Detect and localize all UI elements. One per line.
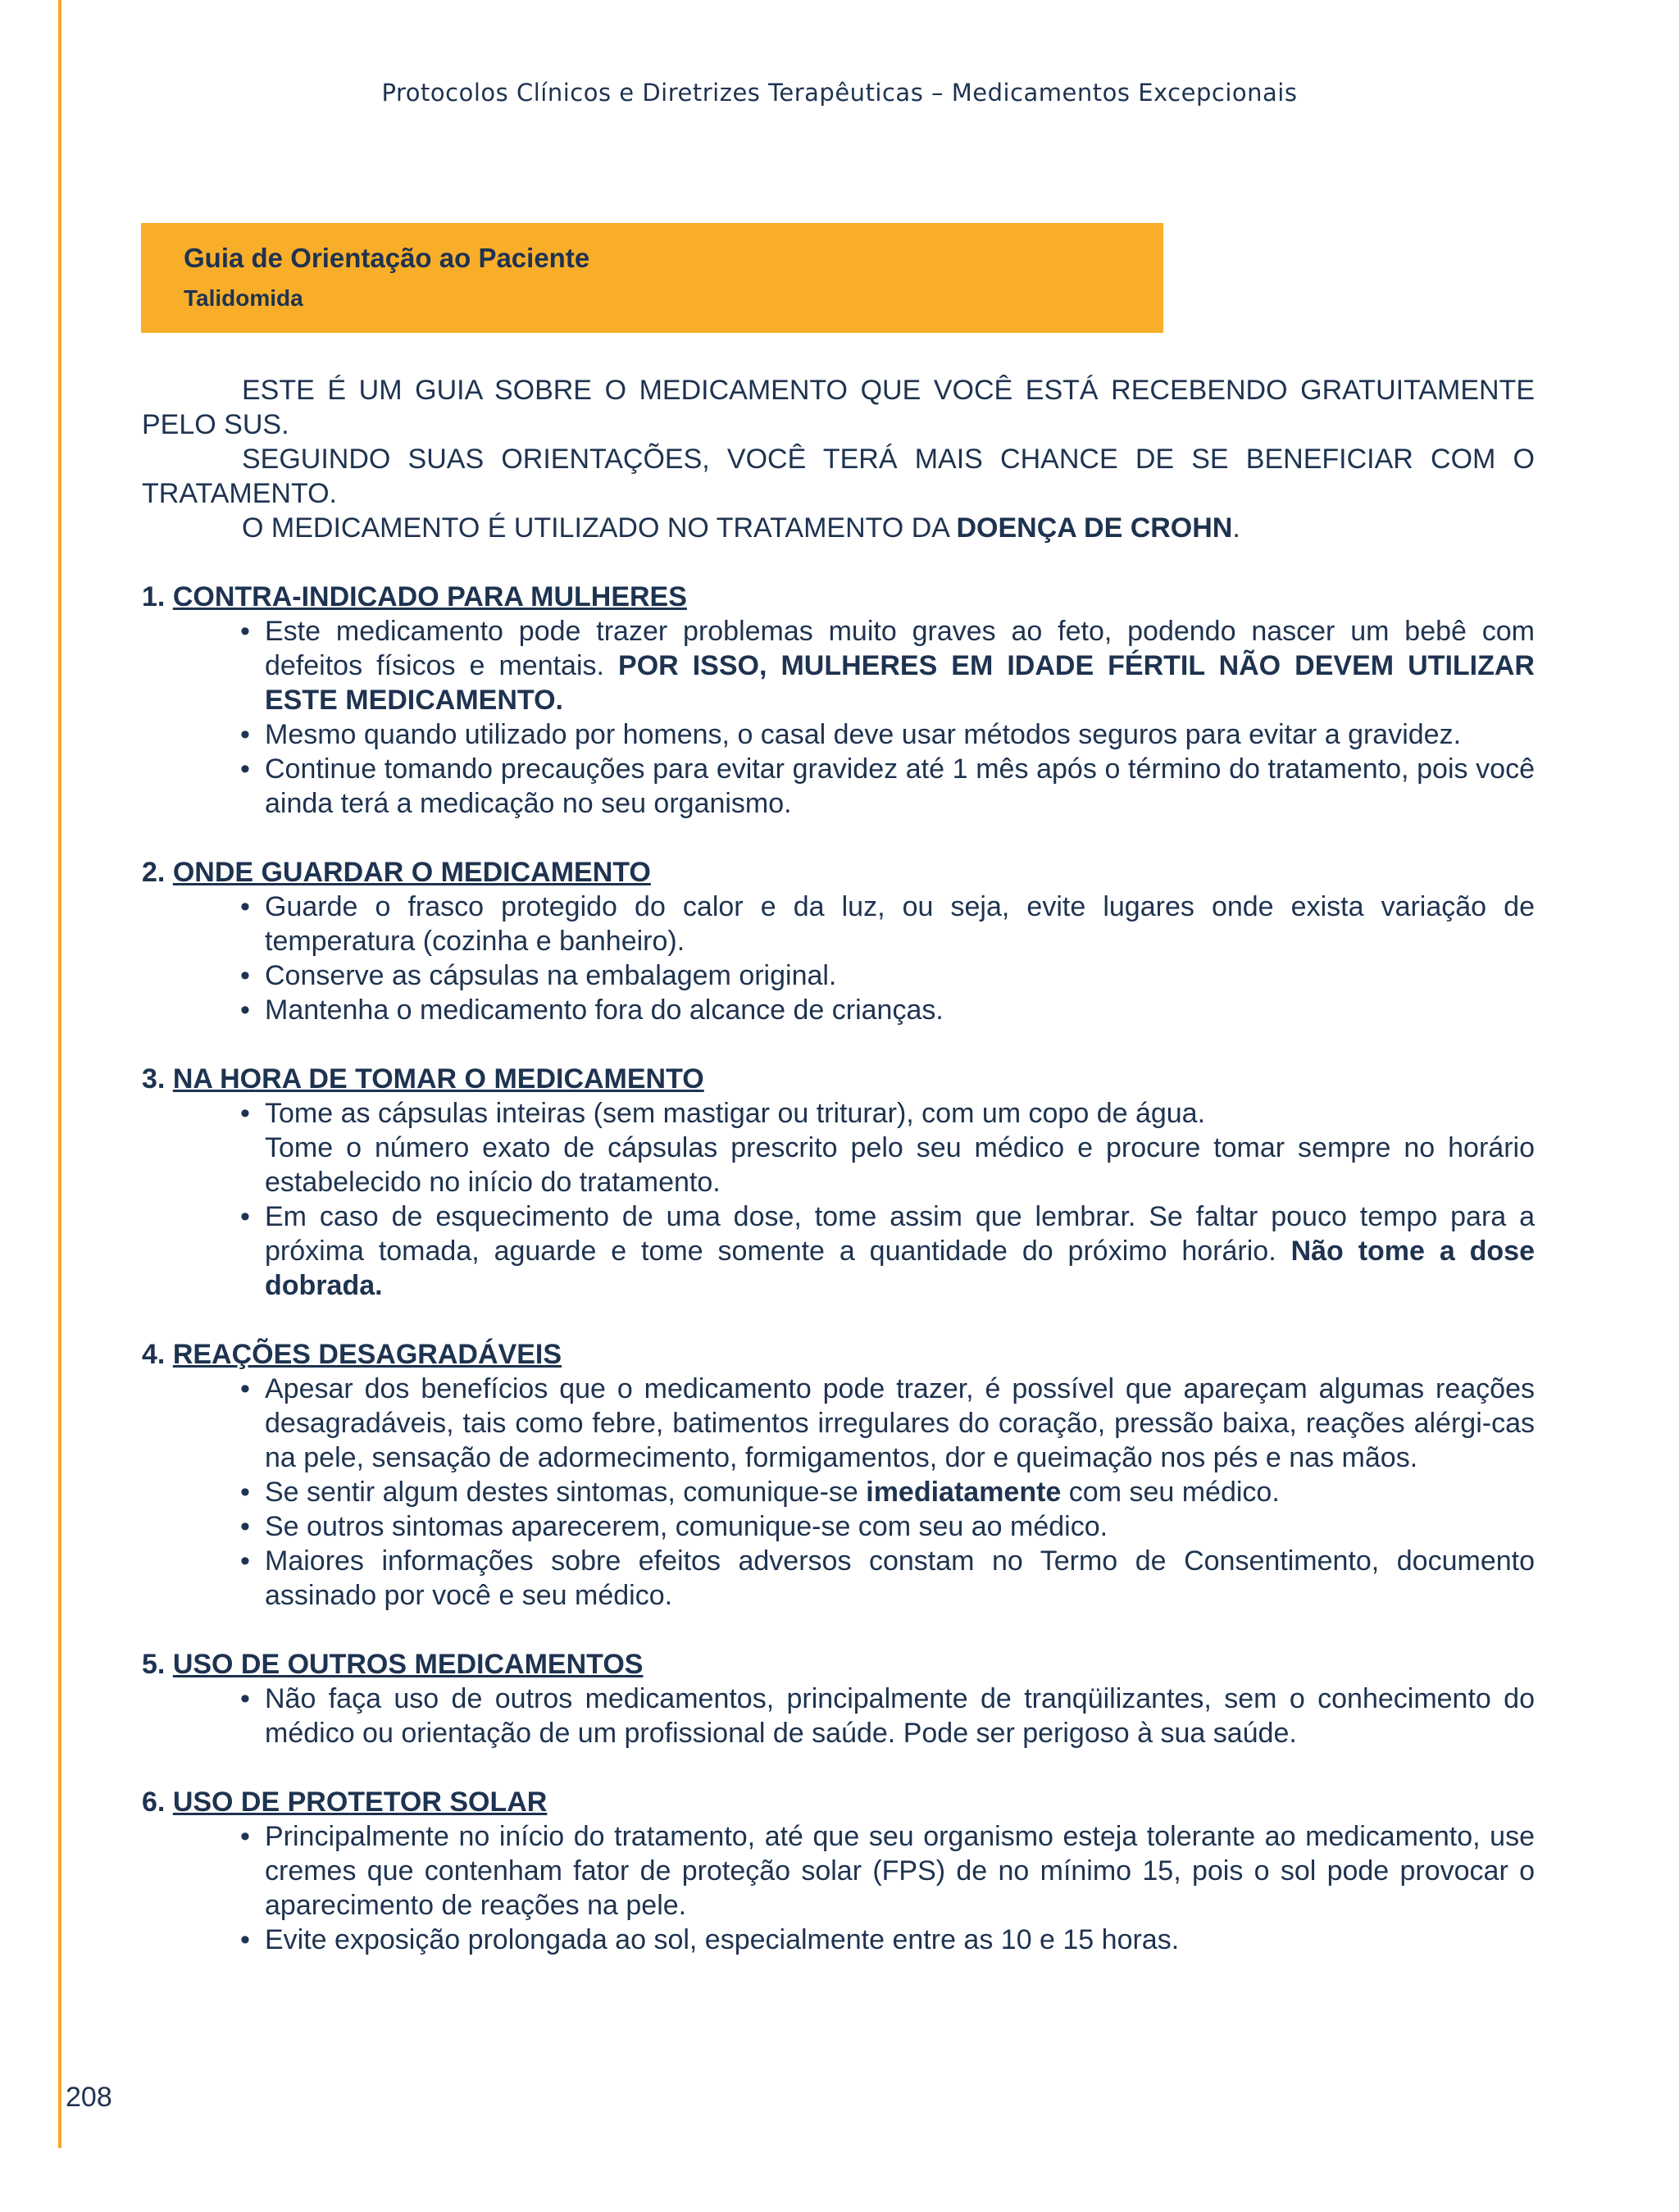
bullet-icon: • bbox=[240, 1098, 250, 1129]
item-emphasis: imediatamente bbox=[866, 1477, 1062, 1508]
item-text: Apesar dos benefícios que o medicamento pode trazer, é possível que apareçam algumas reações desagradáveis, tais como febre, batimentos irregulares do coração, pressão baixa, reações alérgi-cas na pele, sensação de adormecimento, formigamentos, dor e queimação nos pés e nas mãos. bbox=[265, 1373, 1535, 1473]
banner-title: Guia de Orientação ao Paciente bbox=[184, 243, 590, 273]
item-text: Em caso de esquecimento de uma dose, tome assim que lembrar. Se faltar pouco tempo para a próxima tomada, aguarde e tome somente a quantidade do próximo horário. bbox=[265, 1201, 1535, 1267]
list-item bbox=[142, 614, 1535, 717]
section bbox=[142, 855, 1535, 1027]
item-text: Guarde o frasco protegido do calor e da luz, ou seja, evite lugares onde exista variação de temperatura (cozinha e banheiro). bbox=[265, 891, 1535, 957]
item-text: Mesmo quando utilizado por homens, o casal deve usar métodos seguros para evitar a gravidez. bbox=[265, 719, 1462, 750]
section-title: CONTRA-INDICADO PARA MULHERES bbox=[172, 581, 687, 612]
section-title: NA HORA DE TOMAR O MEDICAMENTO bbox=[172, 1063, 704, 1095]
bullet-icon: • bbox=[240, 1924, 250, 1955]
list-item bbox=[142, 1131, 1535, 1199]
section-title: ONDE GUARDAR O MEDICAMENTO bbox=[172, 857, 651, 888]
section-items bbox=[142, 1819, 1535, 1957]
section-number: 2. bbox=[142, 857, 166, 888]
section-heading bbox=[142, 1062, 1535, 1096]
list-item bbox=[142, 958, 1535, 993]
item-emphasis: POR ISSO, MULHERES EM IDADE FÉRTIL NÃO DEVEM UTILIZAR ESTE MEDICAMENTO. bbox=[265, 650, 1535, 716]
item-text: Se outros sintomas aparecerem, comunique-se com seu ao médico. bbox=[265, 1511, 1108, 1542]
bullet-icon: • bbox=[240, 1201, 250, 1232]
bullet-icon: • bbox=[240, 1683, 250, 1714]
section-items bbox=[142, 890, 1535, 1027]
intro-text: . bbox=[1232, 512, 1240, 544]
list-item bbox=[142, 1199, 1535, 1303]
item-text: Se sentir algum destes sintomas, comunique-se bbox=[265, 1477, 867, 1508]
section-title: USO DE PROTETOR SOLAR bbox=[172, 1786, 548, 1818]
section-number: 5. bbox=[142, 1649, 166, 1680]
section-number: 6. bbox=[142, 1786, 166, 1818]
bullet-icon: • bbox=[240, 1821, 250, 1852]
list-item bbox=[142, 1509, 1535, 1544]
section-number: 4. bbox=[142, 1339, 166, 1370]
bullet-icon: • bbox=[240, 616, 250, 647]
section-title: REAÇÕES DESAGRADÁVEIS bbox=[172, 1339, 562, 1370]
section-heading bbox=[142, 1337, 1535, 1372]
section-items bbox=[142, 1682, 1535, 1750]
intro-paragraph: SEGUINDO SUAS ORIENTAÇÕES, VOCÊ TERÁ MAIS CHANCE DE SE BENEFICIAR COM O TRATAMENTO. bbox=[142, 444, 1535, 509]
section-number: 3. bbox=[142, 1063, 166, 1095]
item-text: Não faça uso de outros medicamentos, principalmente de tranqüilizantes, sem o conhecimento do médico ou orientação de um profissional de saúde. Pode ser perigoso à sua saúde. bbox=[265, 1683, 1535, 1749]
list-item bbox=[142, 752, 1535, 821]
item-emphasis: Não tome a dose dobrada. bbox=[265, 1236, 1535, 1301]
section bbox=[142, 580, 1535, 821]
list-item bbox=[142, 717, 1535, 752]
intro-paragraph bbox=[142, 511, 1535, 545]
item-text: Evite exposição prolongada ao sol, especialmente entre as 10 e 15 horas. bbox=[265, 1924, 1180, 1955]
bullet-icon: • bbox=[240, 994, 250, 1026]
page-number: 208 bbox=[66, 2082, 112, 2113]
list-item bbox=[142, 1475, 1535, 1509]
guide-content bbox=[142, 373, 1535, 1957]
item-text: Tome as cápsulas inteiras (sem mastigar ou triturar), com um copo de água. bbox=[265, 1098, 1206, 1129]
section-heading bbox=[142, 1647, 1535, 1682]
bullet-icon: • bbox=[240, 1545, 250, 1577]
list-item bbox=[142, 1096, 1535, 1131]
intro bbox=[142, 373, 1535, 545]
item-text: Principalmente no início do tratamento, até que seu organismo esteja tolerante ao medicamento, use cremes que contenham fator de proteção solar (FPS) de no mínimo 15, pois o sol pode provocar o aparecimento de reações na pele. bbox=[265, 1821, 1535, 1921]
section-items bbox=[142, 1372, 1535, 1613]
section bbox=[142, 1062, 1535, 1303]
bullet-icon: • bbox=[240, 1373, 250, 1404]
sections-list bbox=[142, 580, 1535, 1957]
section-title: USO DE OUTROS MEDICAMENTOS bbox=[172, 1649, 644, 1680]
section-items bbox=[142, 1096, 1535, 1303]
list-item bbox=[142, 1819, 1535, 1923]
item-text: com seu médico. bbox=[1061, 1477, 1280, 1508]
bullet-icon: • bbox=[240, 719, 250, 750]
item-text: Continue tomando precauções para evitar gravidez até 1 mês após o término do tratamento, pois você ainda terá a medicação no seu organismo. bbox=[265, 753, 1535, 819]
item-text: Maiores informações sobre efeitos adversos constam no Termo de Consentimento, documento assinado por você e seu médico. bbox=[265, 1545, 1535, 1611]
section-heading bbox=[142, 580, 1535, 614]
list-item bbox=[142, 1923, 1535, 1957]
item-text: Conserve as cápsulas na embalagem original. bbox=[265, 960, 837, 991]
section bbox=[142, 1647, 1535, 1750]
item-text: Mantenha o medicamento fora do alcance de crianças. bbox=[265, 994, 944, 1026]
section bbox=[142, 1785, 1535, 1957]
list-item bbox=[142, 1544, 1535, 1613]
section-heading bbox=[142, 855, 1535, 890]
intro-paragraph: ESTE É UM GUIA SOBRE O MEDICAMENTO QUE VOCÊ ESTÁ RECEBENDO GRATUITAMENTE PELO SUS. bbox=[142, 375, 1535, 440]
bullet-icon: • bbox=[240, 1511, 250, 1542]
bullet-icon: • bbox=[240, 960, 250, 991]
intro-text: O MEDICAMENTO É UTILIZADO NO TRATAMENTO DA bbox=[242, 512, 957, 544]
disease-name: DOENÇA DE CROHN bbox=[956, 512, 1233, 544]
bullet-icon: • bbox=[240, 891, 250, 922]
bullet-icon: • bbox=[240, 1477, 250, 1508]
guide-banner bbox=[141, 223, 1163, 333]
section-number: 1. bbox=[142, 581, 166, 612]
list-item bbox=[142, 1372, 1535, 1475]
margin-accent-line bbox=[58, 0, 61, 2148]
section-heading bbox=[142, 1785, 1535, 1819]
item-text: Este medicamento pode trazer problemas muito graves ao feto, podendo nascer um bebê com defeitos físicos e mentais. bbox=[265, 616, 1535, 681]
bullet-icon: • bbox=[240, 753, 250, 785]
running-header: Protocolos Clínicos e Diretrizes Terapêuticas – Medicamentos Excepcionais bbox=[381, 79, 1298, 107]
section bbox=[142, 1337, 1535, 1613]
banner-subtitle: Talidomida bbox=[184, 285, 303, 311]
item-text: Tome o número exato de cápsulas prescrito pelo seu médico e procure tomar sempre no horário estabelecido no início do tratamento. bbox=[265, 1132, 1535, 1198]
list-item bbox=[142, 890, 1535, 958]
list-item bbox=[142, 993, 1535, 1027]
section-items bbox=[142, 614, 1535, 821]
list-item bbox=[142, 1682, 1535, 1750]
